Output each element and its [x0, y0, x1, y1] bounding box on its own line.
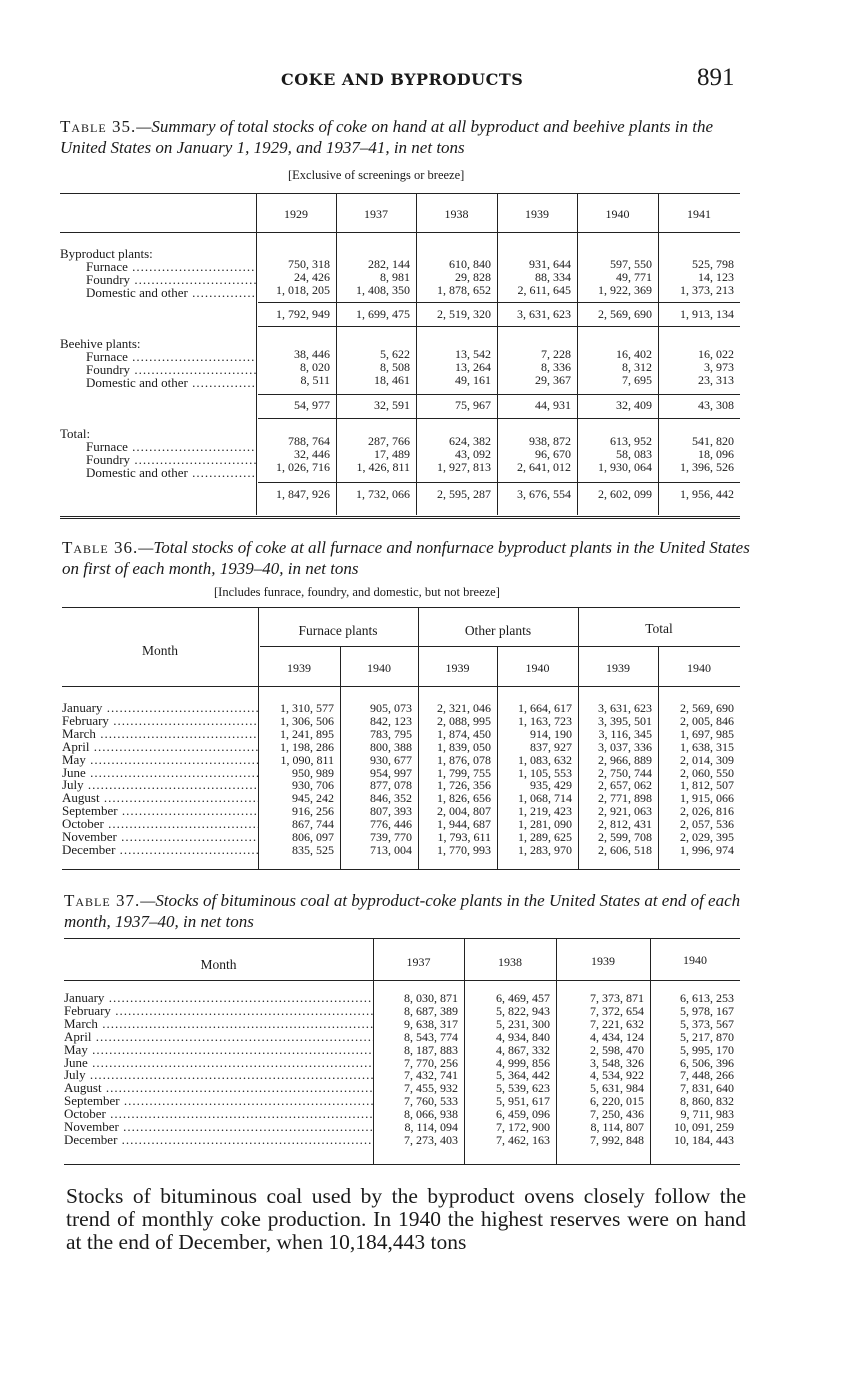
table-row: June ..... 7, 770, 256 4, 999, 856 3, 548, 326 6, 506, 396 [64, 1057, 740, 1070]
t35-group-heading: Beehive plants: [60, 338, 141, 351]
t37-col-header: 1939 [591, 954, 615, 968]
t37-body [64, 992, 740, 1147]
t36-group-header: Other plants [464, 623, 532, 638]
t35-col-header: 1939 [525, 207, 549, 221]
table-row: 1, 018, 205 1, 408, 350 1, 878, 652 2, 611, 645 1, 922, 369 1, 373, 213 [276, 282, 734, 297]
table-row: March ..... 9, 638, 317 5, 231, 300 7, 221, 632 5, 373, 567 [64, 1018, 740, 1031]
table-row: 1, 026, 716 1, 426, 811 1, 927, 813 2, 641, 012 1, 930, 064 1, 396, 526 [276, 459, 734, 474]
table-row: November ..... 8, 114, 094 7, 172, 900 8, 114, 807 10, 091, 259 [64, 1121, 740, 1134]
t35-col-header: 1938 [444, 207, 469, 221]
t35-group2-total [256, 399, 740, 412]
table36-title: —Total stocks of coke at all furnace and nonfurnace byproduct plants in the United States on first of each month, 1939–40, in net tons [62, 538, 750, 578]
table-row: August ..... 7, 455, 932 5, 539, 623 5, 631, 984 7, 831, 640 [64, 1082, 740, 1095]
t35-row-label: Domestic and other ..... [60, 377, 256, 390]
t36-year-header: 1939 [445, 661, 470, 675]
table-row: October ..... 867, 744 776, 446 1, 944, 687 1, 281, 090 2, 812, 431 2, 057, 536 [62, 818, 740, 831]
t37-col-header: 1940 [683, 953, 707, 967]
table-row: May ..... 8, 187, 883 4, 867, 332 2, 598, 470 5, 995, 170 [64, 1044, 740, 1057]
table35-subtitle: [Exclusive of screenings or breeze] [288, 168, 465, 182]
table-row: 788, 764 287, 766 624, 382 938, 872 613, 952 541, 820 [288, 434, 734, 448]
table-row: 1, 847, 926 1, 732, 066 2, 595, 287 3, 676, 554 2, 602, 099 1, 956, 442 [276, 487, 734, 501]
table-row: April ..... 1, 198, 286 800, 388 1, 839, 050 837, 927 3, 037, 336 1, 638, 315 [62, 741, 740, 754]
t37-stub-header: Month [200, 957, 237, 972]
table-row: January ..... 8, 030, 871 6, 469, 457 7, 373, 871 6, 613, 253 [64, 992, 740, 1005]
t36-year-header: 1939 [606, 661, 630, 675]
table-row: November ..... 806, 097 739, 770 1, 793, 611 1, 289, 625 2, 599, 708 2, 029, 395 [62, 831, 740, 844]
table36-caption [62, 537, 752, 579]
table35-title: —Summary of total stocks of coke on hand at all byproduct and beehive plants in the United States on January 1, 1929, and 1937–41, in net tons [60, 117, 714, 157]
t36-year-header: 1940 [525, 661, 550, 675]
table-row: 38, 446 5, 622 13, 542 7, 228 16, 402 16, 022 [294, 347, 734, 361]
table-row: 54, 977 32, 591 75, 967 44, 931 32, 409 43, 308 [294, 398, 734, 412]
table-row: 24, 426 8, 981 29, 828 88, 334 49, 771 14, 123 [294, 269, 734, 284]
t35-row-label: Domestic and other ..... [60, 467, 256, 480]
body-paragraph: Stocks of bituminous coal used by the byproduct ovens closely follow the trend of monthly coke production. In 1940 the highest reserves were on hand at the end of December, when 10,184,443 tons [66, 1184, 746, 1254]
t36-year-header: 1940 [367, 661, 391, 675]
t35-row-label: Foundry ..... [60, 364, 256, 377]
table-row: December ..... 835, 525 713, 004 1, 770, 993 1, 283, 970 2, 606, 518 1, 996, 974 [62, 844, 740, 857]
table-row: September ..... 916, 256 807, 393 2, 004, 807 1, 219, 423 2, 921, 063 2, 026, 816 [62, 805, 740, 818]
t35-row-label: Foundry ..... [60, 274, 256, 287]
table-row: March ..... 1, 241, 895 783, 795 1, 874, 450 914, 190 3, 116, 345 1, 697, 985 [62, 728, 740, 741]
table-row: July ..... 930, 706 877, 078 1, 726, 356 935, 429 2, 657, 062 1, 812, 507 [62, 779, 740, 792]
table35-caption [60, 116, 750, 158]
table-row: July ..... 7, 432, 741 5, 364, 442 4, 534, 922 7, 448, 266 [64, 1069, 740, 1082]
t36-year-header: 1940 [687, 661, 711, 675]
t35-group1-values [256, 258, 740, 297]
table-row: June ..... 950, 989 954, 997 1, 799, 755 1, 105, 553 2, 750, 744 2, 060, 550 [62, 767, 740, 780]
table-row: May ..... 1, 090, 811 930, 677 1, 876, 078 1, 083, 632 2, 966, 889 2, 014, 309 [62, 754, 740, 767]
table-row: December ..... 7, 273, 403 7, 462, 163 7, 992, 848 10, 184, 443 [64, 1134, 740, 1147]
table-row: February ..... 1, 306, 506 842, 123 2, 088, 995 1, 163, 723 3, 395, 501 2, 005, 846 [62, 715, 740, 728]
table-row: 8, 511 18, 461 49, 161 29, 367 7, 695 23, 313 [300, 372, 734, 387]
table-row: August ..... 945, 242 846, 352 1, 826, 656 1, 068, 714 2, 771, 898 1, 915, 066 [62, 792, 740, 805]
t35-col-header: 1929 [284, 207, 308, 221]
t36-group-header: Furnace plants [298, 623, 378, 638]
t35-col-header: 1941 [687, 207, 711, 221]
t36-group-header: Total [645, 621, 673, 636]
t37-col-header: 1938 [498, 955, 522, 969]
table35-label: Table 35. [60, 117, 137, 136]
t35-group3-total [256, 488, 740, 501]
t35-group-heading: Byproduct plants: [60, 248, 153, 261]
table-row: January ..... 1, 310, 577 905, 073 2, 321, 046 1, 664, 617 3, 631, 623 2, 569, 690 [62, 702, 740, 715]
t35-group3-values [256, 435, 740, 474]
t36-stub-header: Month [141, 643, 178, 658]
running-title: COKE AND BYPRODUCTS [281, 70, 524, 89]
table-row: 8, 020 8, 508 13, 264 8, 336 8, 312 3, 973 [300, 359, 734, 374]
table-row: 32, 446 17, 489 43, 092 96, 670 58, 083 18, 096 [294, 446, 734, 461]
table36-subtitle: [Includes funrace, foundry, and domestic, but not breeze] [214, 585, 500, 599]
table-row: February ..... 8, 687, 389 5, 822, 943 7, 372, 654 5, 978, 167 [64, 1005, 740, 1018]
page-number: 891 [697, 64, 735, 91]
table-row: October ..... 8, 066, 938 6, 459, 096 7, 250, 436 9, 711, 983 [64, 1108, 740, 1121]
t35-row-label: Domestic and other ..... [60, 287, 256, 300]
table37-caption [64, 890, 754, 932]
table-row: April ..... 8, 543, 774 4, 934, 840 4, 434, 124 5, 217, 870 [64, 1031, 740, 1044]
t35-row-label: Furnace ..... [60, 351, 256, 364]
table36-label: Table 36. [62, 538, 139, 557]
t35-col-header: 1940 [605, 207, 630, 221]
t35-group-heading: Total: [60, 428, 91, 441]
t36-year-header: 1939 [287, 661, 311, 675]
t36-body [62, 702, 740, 857]
table-row: 750, 318 282, 144 610, 840 931, 644 597, 550 525, 798 [288, 257, 734, 271]
t37-col-header: 1937 [406, 955, 431, 969]
table37-label: Table 37. [64, 891, 141, 910]
t35-row-label: Foundry ..... [60, 454, 256, 467]
t35-group2-values [256, 348, 740, 387]
t35-group1-total [256, 308, 740, 321]
table-row: 1, 792, 949 1, 699, 475 2, 519, 320 3, 631, 623 2, 569, 690 1, 913, 134 [276, 307, 734, 321]
t35-row-label: Furnace ..... [60, 261, 256, 274]
table-row: September ..... 7, 760, 533 5, 951, 617 6, 220, 015 8, 860, 832 [64, 1095, 740, 1108]
table37-title: —Stocks of bituminous coal at byproduct-coke plants in the United States at end of each month, 1937–40, in net tons [64, 891, 741, 931]
t35-row-label: Furnace ..... [60, 441, 256, 454]
t35-col-header: 1937 [364, 207, 388, 221]
